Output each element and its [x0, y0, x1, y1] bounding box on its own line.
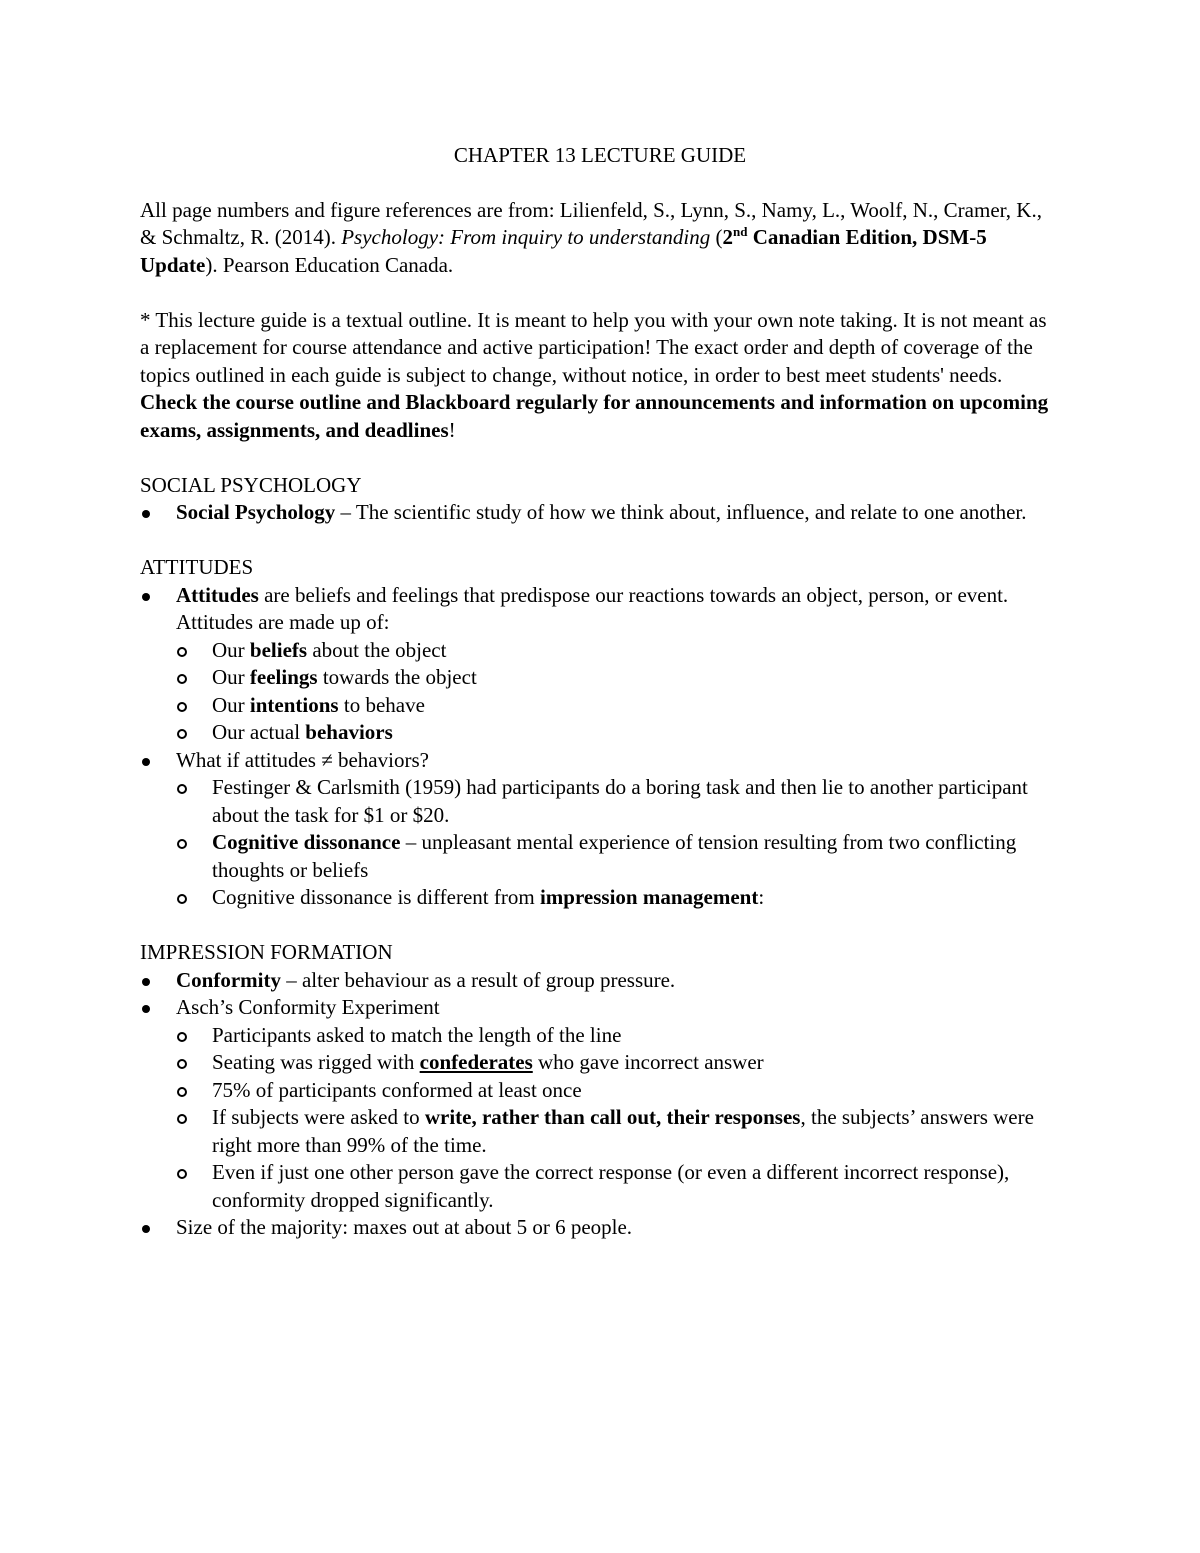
circle-bullet-icon — [177, 1032, 187, 1042]
citation-paragraph — [140, 197, 1060, 280]
disclaimer-paragraph — [140, 307, 1060, 445]
sub-list-item — [176, 1077, 1060, 1105]
list-item — [140, 1214, 1060, 1242]
section-attitudes — [140, 554, 1060, 912]
section-heading: ATTITUDES — [140, 555, 254, 579]
list-item — [140, 747, 1060, 912]
sub-item-text: Cognitive dissonance is different from — [212, 885, 540, 909]
bullet-list — [140, 582, 1060, 912]
bullet-icon — [142, 978, 150, 986]
sub-item-text: Festinger & Carlsmith (1959) had participants do a boring task and then lie to another participant about the task for $1 or $20. — [212, 775, 1028, 827]
sub-list-item — [176, 1049, 1060, 1077]
circle-bullet-icon — [177, 674, 187, 684]
sub-item-text: : — [758, 885, 765, 909]
publisher-text: ). Pearson Education Canada. — [205, 252, 454, 277]
definition: – alter behaviour as a result of group pressure. — [280, 967, 676, 992]
list-item — [140, 994, 1060, 1214]
circle-bullet-icon — [177, 647, 187, 657]
bullet-list — [140, 967, 1060, 1242]
bullet-icon — [142, 1005, 150, 1013]
item-text: Asch’s Conformity Experiment — [176, 995, 440, 1019]
edition-text: Canadian Edition, DSM-5 Update — [140, 225, 987, 277]
sub-list-item — [176, 719, 1060, 747]
sub-item-text: Our actual — [212, 720, 306, 744]
bullet-icon — [142, 593, 150, 601]
definition: are beliefs and feelings that predispose our reactions towards an object, person, or event. Attitudes are made up of: — [176, 582, 1009, 634]
section-heading: SOCIAL PSYCHOLOGY — [140, 472, 362, 497]
sub-item-bold: behaviors — [305, 720, 393, 744]
citation-paren: ( — [710, 225, 723, 249]
sub-item-text: who gave incorrect answer — [532, 1050, 764, 1074]
term: Social Psychology — [176, 500, 336, 524]
book-title: Psychology: From inquiry to understanding — [341, 225, 711, 249]
section-social-psychology — [140, 472, 1060, 527]
edition-superscript: nd — [733, 224, 748, 239]
edition-number: 2 — [722, 225, 733, 249]
section-heading: IMPRESSION FORMATION — [140, 940, 393, 964]
disclaimer-text: * This lecture guide is a textual outline. It is meant to help you with your own note taking. It is not meant as a replacement for course attendance and active participation! The exact order and depth of coverage of the topics outlined in each guide is subject to change, without notice, in order to best meet students' needs. — [140, 307, 1047, 387]
sub-item-bold: impression management — [539, 885, 759, 909]
sub-item-text: Our — [212, 665, 250, 689]
sub-item-text: about the object — [307, 637, 447, 662]
circle-bullet-icon — [177, 894, 187, 904]
circle-bullet-icon — [177, 702, 187, 712]
list-item — [140, 499, 1060, 527]
sub-item-text: 75% of participants conformed at least once — [212, 1077, 582, 1102]
disclaimer-end: ! — [448, 417, 456, 442]
sub-bullet-list — [176, 1022, 1060, 1215]
sub-list-item — [176, 774, 1060, 829]
sub-item-bold-underlined: confederates — [419, 1050, 533, 1074]
circle-bullet-icon — [177, 1114, 187, 1124]
sub-item-text: to behave — [338, 692, 425, 717]
sub-list-item — [176, 829, 1060, 884]
section-impression-formation — [140, 939, 1060, 1242]
circle-bullet-icon — [177, 1087, 187, 1097]
sub-item-text: Our — [212, 692, 250, 717]
list-item — [140, 582, 1060, 747]
definition: – The scientific study of how we think about, influence, and relate to one another. — [335, 500, 1027, 524]
sub-list-item — [176, 1104, 1060, 1159]
term: Attitudes — [176, 582, 259, 607]
sub-item-bold: feelings — [249, 665, 318, 689]
sub-item-text: Participants asked to match the length of the line — [212, 1022, 622, 1047]
sub-bullet-list — [176, 637, 1060, 747]
bullet-list — [140, 499, 1060, 527]
disclaimer-bold: Check the course outline and Blackboard regularly for announcements and information on upcoming exams, assignments, and deadlines — [140, 390, 1049, 442]
item-text: Size of the majority: maxes out at about 5 or 6 people. — [176, 1215, 633, 1239]
sub-item-text: If subjects were asked to — [212, 1105, 425, 1129]
bullet-icon — [142, 758, 150, 766]
document-body — [140, 142, 1060, 1269]
sub-bullet-list — [176, 774, 1060, 912]
item-text: What if attitudes ≠ behaviors? — [176, 747, 429, 772]
circle-bullet-icon — [177, 784, 187, 794]
sub-item-bold: write, rather than call out, their responses — [424, 1105, 801, 1129]
sub-item-text: towards the object — [317, 665, 477, 689]
list-item — [140, 967, 1060, 995]
sub-list-item — [176, 1022, 1060, 1050]
circle-bullet-icon — [177, 839, 187, 849]
term: Conformity — [176, 967, 281, 992]
sub-list-item — [176, 637, 1060, 665]
sub-item-text: Even if just one other person gave the correct response (or even a different incorrect response), conformity dropped significantly. — [212, 1160, 1010, 1212]
sub-list-item — [176, 664, 1060, 692]
bullet-icon — [142, 1225, 150, 1233]
bullet-icon — [142, 510, 150, 518]
sub-item-bold: Cognitive dissonance — [212, 830, 401, 854]
sub-item-text: Seating was rigged with — [212, 1050, 420, 1074]
sub-item-bold: beliefs — [249, 637, 308, 662]
sub-item-text: , the subjects’ answers were right more than 99% of the time. — [212, 1105, 1034, 1157]
citation-text: All page numbers and figure references are from: Lilienfeld, S., Lynn, S., Namy, L., Woolf, N., Cramer, K., & Schmaltz, R. (2014). — [140, 197, 1042, 249]
sub-item-text: Our — [212, 637, 250, 662]
page-title: CHAPTER 13 LECTURE GUIDE — [453, 143, 747, 167]
circle-bullet-icon — [177, 729, 187, 739]
sub-list-item — [176, 1159, 1060, 1214]
sub-item-bold: intentions — [249, 692, 339, 717]
sub-item-text: – unpleasant mental experience of tension resulting from two conflicting thoughts or beliefs — [212, 830, 1017, 882]
circle-bullet-icon — [177, 1169, 187, 1179]
sub-list-item — [176, 692, 1060, 720]
sub-list-item — [176, 884, 1060, 912]
circle-bullet-icon — [177, 1059, 187, 1069]
